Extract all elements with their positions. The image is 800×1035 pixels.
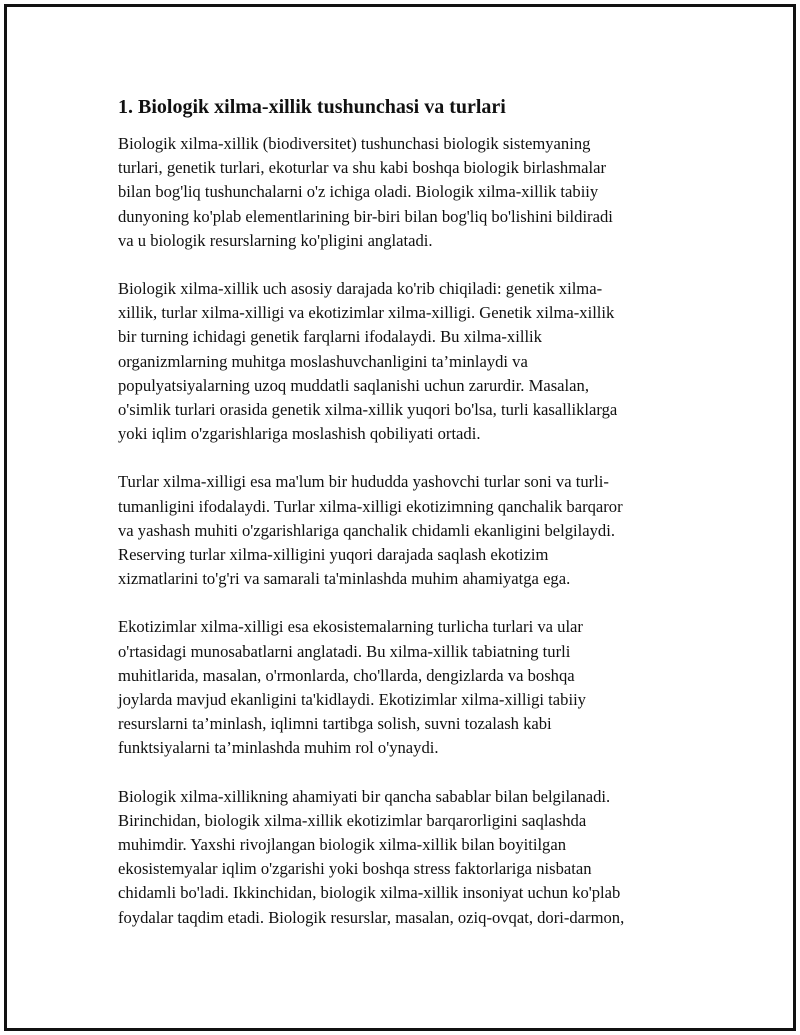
- paragraph-importance: [118, 785, 690, 930]
- text-line: chidamli bo'ladi. Ikkinchidan, biologik xilma-xillik insoniyat uchun ko'plab: [118, 883, 621, 903]
- text-line: Reserving turlar xilma-xilligini yuqori darajada saqlash ekotizim: [118, 545, 549, 565]
- text-line: ekosistemyalar iqlim o'zgarishi yoki boshqa stress faktorlariga nisbatan: [118, 859, 592, 879]
- text-line: Ekotizimlar xilma-xilligi esa ekosistemalarning turlicha turlari va ular: [118, 617, 583, 637]
- paragraph-ecosystem-diversity: [118, 615, 690, 760]
- text-line: bilan bog'liq tushunchalarni o'z ichiga oladi. Biologik xilma-xillik tabiiy: [118, 182, 599, 202]
- text-line: foydalar taqdim etadi. Biologik resurslar, masalan, oziq-ovqat, dori-darmon,: [118, 907, 625, 927]
- text-line: turlari, genetik turlari, ekoturlar va shu kabi boshqa biologik birlashmalar: [118, 158, 607, 178]
- text-line: va u biologik resurslarning ko'pligini anglatadi.: [118, 230, 433, 250]
- paragraph-levels: [118, 277, 690, 446]
- text-line: muhimdir. Yaxshi rivojlangan biologik xilma-xillik bilan boyitilgan: [118, 835, 567, 855]
- paragraph-definition: [118, 132, 690, 253]
- text-line: va yashash muhiti o'zgarishlariga qanchalik chidamli ekanligini belgilaydi.: [118, 520, 615, 540]
- text-line: xizmatlarini to'g'ri va samarali ta'minlashda muhim ahamiyatga ega.: [118, 569, 571, 589]
- paragraph-species-diversity: [118, 470, 690, 591]
- text-line: tumanligini ifodalaydi. Turlar xilma-xilligi ekotizimning qanchalik barqaror: [118, 496, 623, 516]
- text-line: bir turning ichidagi genetik farqlarni ifodalaydi. Bu xilma-xillik: [118, 327, 542, 347]
- text-line: resurslarni ta’minlash, iqlimni tartibga solish, suvni tozalash kabi: [118, 714, 552, 734]
- text-line: Biologik xilma-xillikning ahamiyati bir qancha sabablar bilan belgilanadi.: [118, 786, 611, 806]
- text-line: Biologik xilma-xillik uch asosiy darajada ko'rib chiqiladi: genetik xilma-: [118, 279, 603, 299]
- text-line: dunyoning ko'plab elementlarining bir-biri bilan bog'liq bo'lishini bildiradi: [118, 206, 613, 226]
- text-line: o'rtasidagi munosabatlarni anglatadi. Bu xilma-xillik tabiatning turli: [118, 641, 571, 661]
- text-line: yoki iqlim o'zgarishlariga moslashish qobiliyati ortadi.: [118, 424, 481, 444]
- text-line: Turlar xilma-xilligi esa ma'lum bir hududda yashovchi turlar soni va turli-: [118, 472, 609, 492]
- text-line: Biologik xilma-xillik (biodiversitet) tushunchasi biologik sistemyaning: [118, 134, 591, 153]
- text-line: populyatsiyalarning uzoq muddatli saqlanishi uchun zarurdir. Masalan,: [118, 375, 589, 395]
- text-line: Birinchidan, biologik xilma-xillik ekotizimlar barqarorligini saqlashda: [118, 810, 587, 830]
- text-line: muhitlarida, masalan, o'rmonlarda, cho'llarda, dengizlarda va boshqa: [118, 665, 575, 685]
- text-line: organizmlarning muhitga moslashuvchanligini ta’minlaydi va: [118, 351, 528, 371]
- text-line: funktsiyalarni ta’minlashda muhim rol o'ynaydi.: [118, 738, 439, 758]
- text-line: o'simlik turlari orasida genetik xilma-xillik yuqori bo'lsa, turli kasalliklarga: [118, 400, 618, 420]
- text-line: joylarda mavjud ekanligini ta'kidlaydi. Ekotizimlar xilma-xilligi tabiiy: [118, 690, 586, 710]
- section-heading: 1. Biologik xilma-xillik tushunchasi va turlari: [118, 96, 506, 118]
- document-body: [118, 95, 690, 954]
- text-line: xillik, turlar xilma-xilligi va ekotizimlar xilma-xilligi. Genetik xilma-xillik: [118, 303, 615, 323]
